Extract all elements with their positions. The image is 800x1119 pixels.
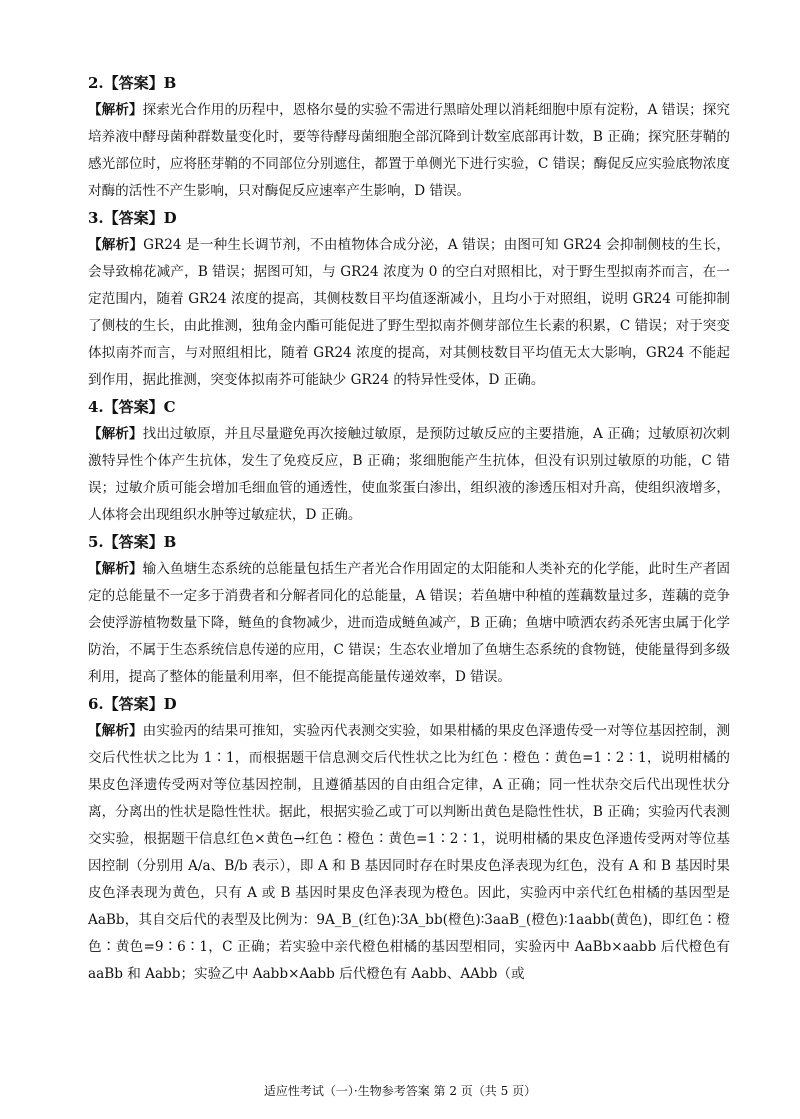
analysis-text: 输入鱼塘生态系统的总能量包括生产者光合作用固定的太阳能和人类补充的化学能，此时生产者固定的总能量不一定多于消费者和分解者同化的总能量，A 错误；若鱼塘中种植的莲藕数量过多，莲藕的竞争会使浮游植物数量下降，鲢鱼的食物减少，进而造成鲢鱼减产，B 正确；鱼塘中喷洒农药杀死害虫属于化学防治，不属于生态系统信息传递的应用，C 错误；生态农业增加了鱼塘生态系统的食物链，使能量得到多级利用，提高了整体的能量利用率，但不能提高能量传递效率，D 错误。 xyxy=(88,561,731,685)
answer-value: C xyxy=(163,398,176,416)
answer-line xyxy=(88,529,730,556)
analysis-label: 【解析】 xyxy=(88,723,143,739)
answer-label: 2.【答案】 xyxy=(88,74,164,92)
answer-value: B xyxy=(163,74,177,92)
answer-label: 6.【答案】 xyxy=(88,695,164,713)
answer-value: D xyxy=(163,209,177,227)
answer-label: 4.【答案】 xyxy=(88,398,164,416)
answer-line xyxy=(88,691,730,718)
analysis-text: GR24 是一种生长调节剂，不由植物体合成分泌，A 错误；由图可知 GR24 会抑制侧枝的生长，会导致棉花减产，B 错误；据图可知，与 GR24 浓度为 0 的空白对照相比，对于野生型拟南芥而言，在一定范围内，随着 GR24 浓度的提高，其侧枝数目平均值逐渐减小，且均小于对照组，说明 GR24 可能抑制了侧枝的生长，由此推测，独角金内酯可能促进了野生型拟南芥侧芽部位生长素的积累，C 错误；对于突变体拟南芥而言，与对照组相比，随着 GR24 浓度的提高，对其侧枝数目平均值无太大影响，GR24 不能起到作用，据此推测，突变体拟南芥可能缺少 GR24 的特异性受体，D 正确。 xyxy=(88,237,730,388)
question-4 xyxy=(88,394,730,529)
page-footer: 适应性考试（一）·生物参考答案 第 2 页（共 5 页） xyxy=(263,1084,537,1098)
analysis-text: 找出过敏原，并且尽量避免再次接触过敏原，是预防过敏反应的主要措施，A 正确；过敏原初次刺激特异性个体产生抗体，发生了免疫反应，B 正确；浆细胞能产生抗体，但没有识别过敏原的功能，C 错误；过敏介质可能会增加毛细血管的通透性，使血浆蛋白渗出，组织液的渗透压相对升高，使组织液增多，人体将会出现组织水肿等过敏症状，D 正确。 xyxy=(88,426,731,523)
answer-value: B xyxy=(163,533,177,551)
answer-line xyxy=(88,70,730,97)
analysis-paragraph xyxy=(88,97,730,205)
analysis-text: 由实验丙的结果可推知，实验丙代表测交实验，如果柑橘的果皮色泽遗传受一对等位基因控制，测交后代性状之比为 1∶1，而根据题干信息测交后代性状之比为红色∶橙色∶黄色=1∶2∶1，说明柑橘的果皮色泽遗传受两对等位基因控制，且遵循基因的自由组合定律，A 正确；同一性状杂交后代出现性状分离，分离出的性状是隐性性状。据此，根据实验乙或丁可以判断出黄色是隐性性状，B 正确；实验丙代表测交实验，根据题干信息红色×黄色→红色∶橙色∶黄色=1∶2∶1，说明柑橘的果皮色泽遗传受两对等位基因控制（分别用 A/a、B/b 表示），即 A 和 B 基因同时存在时果皮色泽表现为红色，没有 A 和 B 基因时果皮色泽表现为黄色，只有 A 或 B 基因时果皮色泽表现为橙色。因此，实验丙中亲代红色柑橘的基因型是 AaBb，其自交后代的表型及比例为：9A_B_(红色)∶3A_bb(橙色)∶3aaB_(橙色)∶1aabb(黄色)，即红色∶橙色∶黄色=9∶6∶1，C 正确；若实验中亲代橙色柑橘的基因型相同，实验丙中 AaBb×aabb 后代橙色有 aaBb 和 Aabb；实验乙中 Aabb×Aabb 后代橙色有 Aabb、AAbb（或 xyxy=(88,723,731,982)
analysis-label: 【解析】 xyxy=(88,237,144,253)
answer-line xyxy=(88,394,730,421)
analysis-text: 探索光合作用的历程中，恩格尔曼的实验不需进行黑暗处理以消耗细胞中原有淀粉，A 错误；探究培养液中酵母菌种群数量变化时，要等待酵母菌细胞全部沉降到计数室底部再计数，B 正确；探究胚芽鞘的感光部位时，应将胚芽鞘的不同部位分别遮住，都置于单侧光下进行实验，C 错误；酶促反应实验底物浓度对酶的活性不产生影响，只对酶促反应速率产生影响，D 错误。 xyxy=(88,102,731,199)
answer-value: D xyxy=(163,695,177,713)
question-2 xyxy=(88,70,730,205)
question-6 xyxy=(88,691,730,988)
analysis-paragraph xyxy=(88,232,730,394)
answer-line xyxy=(88,205,730,232)
question-5 xyxy=(88,529,730,691)
analysis-label: 【解析】 xyxy=(88,426,143,442)
answer-page xyxy=(88,70,730,988)
answer-label: 3.【答案】 xyxy=(88,209,164,227)
answer-label: 5.【答案】 xyxy=(88,533,164,551)
analysis-label: 【解析】 xyxy=(88,561,143,577)
analysis-paragraph xyxy=(88,421,730,529)
question-3 xyxy=(88,205,730,394)
analysis-label: 【解析】 xyxy=(88,102,143,118)
analysis-paragraph xyxy=(88,556,730,691)
analysis-paragraph xyxy=(88,718,730,988)
